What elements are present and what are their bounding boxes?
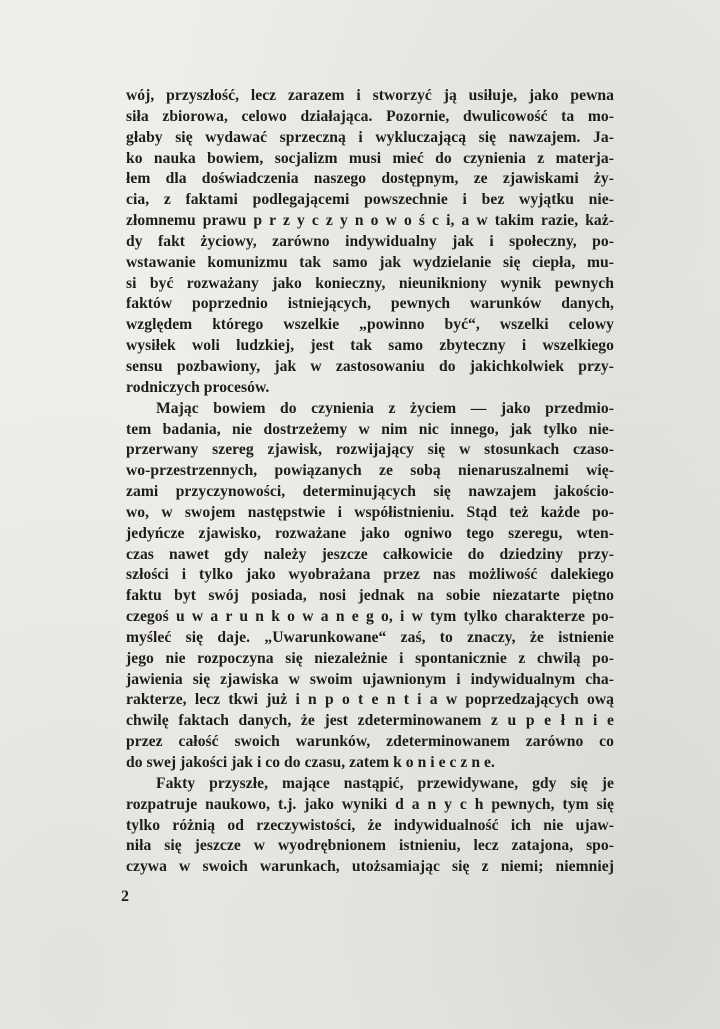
text-line: wysiłek woli ludzkiej, jest tak samo zbyteczny i wszelkiego <box>126 337 614 355</box>
text-line: sensu pozbawiony, jak w zastosowaniu do jakichkolwiek przy- <box>126 357 614 375</box>
text-line: wój, przyszłość, lecz zarazem i stworzyć ją usiłuje, jako pewna <box>126 87 614 104</box>
text-line: Mając bowiem do czynienia z życiem — jako przedmio- <box>156 399 614 417</box>
text-line: łem dla doświadczenia naszego dostępnym, ze zjawiskami ży- <box>126 170 614 188</box>
text-line: myśleć się daje. „Uwarunkowane“ zaś, to znaczy, że istnienie <box>126 628 614 646</box>
text-line: wstawanie komunizmu tak samo jak wydzielanie się ciepła, mu- <box>126 253 614 271</box>
text-line: rakterze, lecz tkwi już i n p o t e n t i a w poprzedzających ową <box>126 691 614 709</box>
text-line: Fakty przyszłe, mające nastąpić, przewidywane, gdy się je <box>156 774 614 792</box>
body-text <box>126 86 614 878</box>
text-line: rozpatruje naukowo, t.j. jako wyniki d a n y c h pewnych, tym się <box>126 795 614 813</box>
text-line: faktów poprzednio istniejących, pewnych warunków danych, <box>126 295 614 313</box>
text-line: przerwany szereg zjawisk, rozwijający się w stosunkach czaso- <box>126 441 614 459</box>
text-line: głaby się wydawać sprzeczną i wykluczającą się nawzajem. Ja- <box>126 128 614 146</box>
text-line: jego nie rozpoczyna się niezależnie i spontanicznie z chwilą po- <box>126 649 614 667</box>
text-line: jawienia się zjawiska w swoim ujawnionym i indywidualnym cha- <box>126 670 614 688</box>
text-line: tylko różnią od rzeczywistości, że indywidualność ich nie ujaw- <box>126 816 614 834</box>
text-line: niła się jeszcze w wyodrębnionem istnieniu, lecz zatajona, spo- <box>126 837 614 855</box>
text-line: czywa w swoich warunkach, utożsamiając się z niemi; niemniej <box>126 858 614 876</box>
text-line: rodniczych procesów. <box>126 378 270 396</box>
text-line: wo, w swojem następstwie i współistnieniu. Stąd też każde po- <box>126 503 614 521</box>
text-line: si być rozważany jako konieczny, nieunikniony wynik pewnych <box>126 274 614 292</box>
text-line: jedyńcze zjawisko, rozważane jako ogniwo tego szeregu, wten- <box>126 524 614 542</box>
text-line: siła zbiorowa, celowo działająca. Pozornie, dwulicowość ta mo- <box>126 107 614 125</box>
text-line: tem badania, nie dostrzeżemy w nim nic innego, jak tylko nie- <box>126 420 614 438</box>
text-line: dy fakt życiowy, zarówno indywidualny jak i społeczny, po- <box>126 232 614 250</box>
text-line: złomnemu prawu p r z y c z y n o w o ś c i, a w takim razie, każ- <box>126 212 614 230</box>
text-line: względem którego wszelkie „powinno być“, wszelki celowy <box>126 316 614 334</box>
text-line: faktu byt swój posiada, nosi jednak na sobie niezatarte piętno <box>126 587 614 605</box>
text-line: wo-przestrzennych, powiązanych ze sobą nienaruszalnemi wię- <box>126 462 614 480</box>
text-line: szłości i tylko jako wyobrażana przez nas możliwość dalekiego <box>126 566 614 584</box>
text-line: do swej jakości jak i co do czasu, zatem k o n i e c z n e. <box>126 754 495 771</box>
text-line: ko nauka bowiem, socjalizm musi mieć do czynienia z materja- <box>126 149 614 167</box>
page-number: 2 <box>121 888 129 905</box>
text-line: czas nawet gdy należy jeszcze całkowicie do dziedziny przy- <box>126 545 614 563</box>
text-line: przez całość swoich warunków, zdeterminowanem zarówno co <box>126 733 614 751</box>
text-line: zami przyczynowości, determinujących się nawzajem jakościo- <box>126 483 614 501</box>
text-line: cia, z faktami podlegającemi powszechnie i bez wyjątku nie- <box>126 191 614 209</box>
text-line: czegoś u w a r u n k o w a n e g o, i w tym tylko charakterze po- <box>126 608 614 626</box>
text-line: chwilę faktach danych, że jest zdeterminowanem z u p e ł n i e <box>126 712 614 730</box>
